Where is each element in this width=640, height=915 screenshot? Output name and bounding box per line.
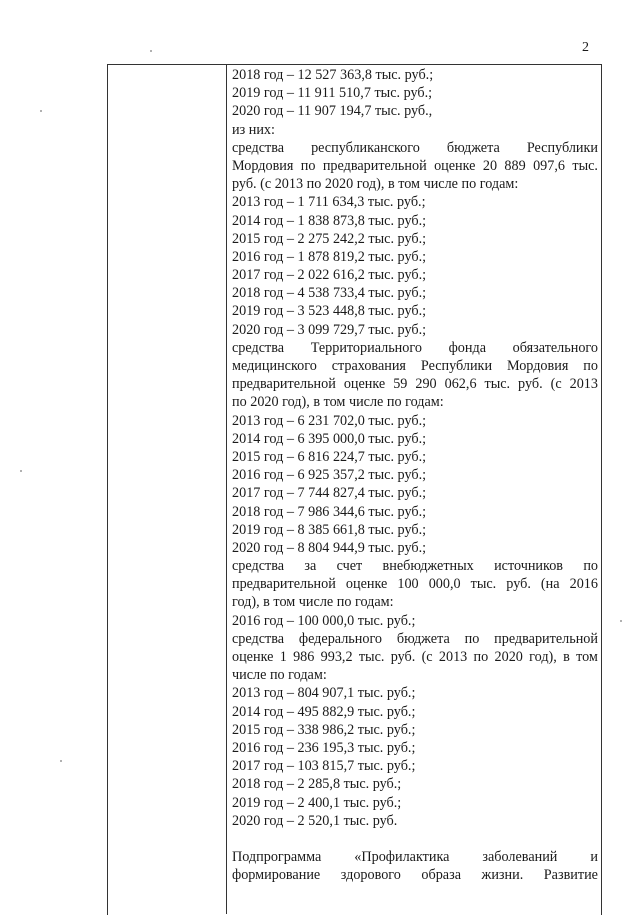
text-line: из них: — [232, 121, 275, 138]
tfoms-heading: предварительной оценке 59 290 062,6 тыс. руб. (с 2013 — [232, 376, 598, 393]
federal-year: 2016 год – 236 195,3 тыс. руб.; — [232, 739, 416, 756]
tfoms-year: 2019 год – 8 385 661,8 тыс. руб.; — [232, 521, 427, 538]
federal-year: 2013 год – 804 907,1 тыс. руб.; — [232, 685, 416, 702]
tfoms-year: 2016 год – 6 925 357,2 тыс. руб.; — [232, 467, 427, 484]
subprogram-heading: формирование здорового образа жизни. Развитие — [232, 867, 598, 884]
federal-heading: оценке 1 986 993,2 тыс. руб. (с 2013 по 2020 год), в том — [232, 649, 598, 665]
federal-year: 2017 год – 103 815,7 тыс. руб.; — [232, 758, 416, 775]
tfoms-year: 2014 год – 6 395 000,0 тыс. руб.; — [232, 430, 427, 447]
federal-year: 2020 год – 2 520,1 тыс. руб. — [232, 812, 398, 829]
page-number: 2 — [582, 40, 589, 55]
blank-line — [232, 830, 598, 848]
rep-budget-year: 2018 год – 4 538 733,4 тыс. руб.; — [232, 285, 427, 302]
tfoms-year: 2018 год – 7 986 344,6 тыс. руб.; — [232, 503, 427, 520]
tfoms-heading: медицинского страхования Республики Мордовия по — [232, 358, 598, 374]
rep-budget-year: 2016 год – 1 878 819,2 тыс. руб.; — [232, 248, 427, 265]
tfoms-heading: по 2020 год), в том числе по годам: — [232, 394, 444, 411]
rep-budget-year: 2015 год – 2 275 242,2 тыс. руб.; — [232, 230, 427, 247]
rep-budget-heading: средства республиканского бюджета Республики — [232, 139, 598, 156]
scan-speck — [20, 470, 22, 472]
tfoms-heading: средства Территориального фонда обязательного — [232, 339, 598, 356]
subprogram-heading: Подпрограмма «Профилактика заболеваний и — [232, 848, 598, 865]
federal-heading: средства федерального бюджета по предварительной — [232, 630, 598, 647]
financing-text-cell — [232, 66, 598, 884]
federal-year: 2015 год – 338 986,2 тыс. руб.; — [232, 721, 416, 738]
rep-budget-year: 2020 год – 3 099 729,7 тыс. руб.; — [232, 321, 427, 338]
extrabudget-heading: предварительной оценке 100 000,0 тыс. руб. (на 2016 — [232, 576, 598, 593]
extrabudget-heading: год), в том числе по годам: — [232, 594, 394, 611]
rep-budget-heading: Мордовия по предварительной оценке 20 889 097,6 тыс. — [232, 157, 598, 174]
scan-speck — [620, 620, 622, 622]
federal-year: 2019 год – 2 400,1 тыс. руб.; — [232, 794, 402, 811]
extrabudget-year: 2016 год – 100 000,0 тыс. руб.; — [232, 612, 416, 629]
text-line: 2020 год – 11 907 194,7 тыс. руб., — [232, 103, 433, 120]
tfoms-year: 2017 год – 7 744 827,4 тыс. руб.; — [232, 485, 427, 502]
rep-budget-year: 2017 год – 2 022 616,2 тыс. руб.; — [232, 267, 427, 284]
federal-year: 2014 год – 495 882,9 тыс. руб.; — [232, 703, 416, 720]
rep-budget-year: 2014 год – 1 838 873,8 тыс. руб.; — [232, 212, 427, 229]
federal-heading: числе по годам: — [232, 667, 327, 684]
tfoms-year: 2020 год – 8 804 944,9 тыс. руб.; — [232, 539, 427, 556]
federal-year: 2018 год – 2 285,8 тыс. руб.; — [232, 776, 402, 793]
rep-budget-year: 2013 год – 1 711 634,3 тыс. руб.; — [232, 194, 426, 211]
rep-budget-heading: руб. (с 2013 по 2020 год), в том числе по годам: — [232, 176, 519, 193]
rep-budget-year: 2019 год – 3 523 448,8 тыс. руб.; — [232, 303, 427, 320]
scan-speck — [150, 50, 152, 52]
text-line: 2019 год – 11 911 510,7 тыс. руб.; — [232, 85, 433, 102]
table-column-divider — [226, 64, 227, 914]
scan-speck — [60, 760, 62, 762]
scan-speck — [40, 110, 42, 112]
tfoms-year: 2015 год – 6 816 224,7 тыс. руб.; — [232, 448, 427, 465]
tfoms-year: 2013 год – 6 231 702,0 тыс. руб.; — [232, 412, 427, 429]
text-line: 2018 год – 12 527 363,8 тыс. руб.; — [232, 67, 434, 83]
extrabudget-heading: средства за счет внебюджетных источников по — [232, 558, 598, 575]
